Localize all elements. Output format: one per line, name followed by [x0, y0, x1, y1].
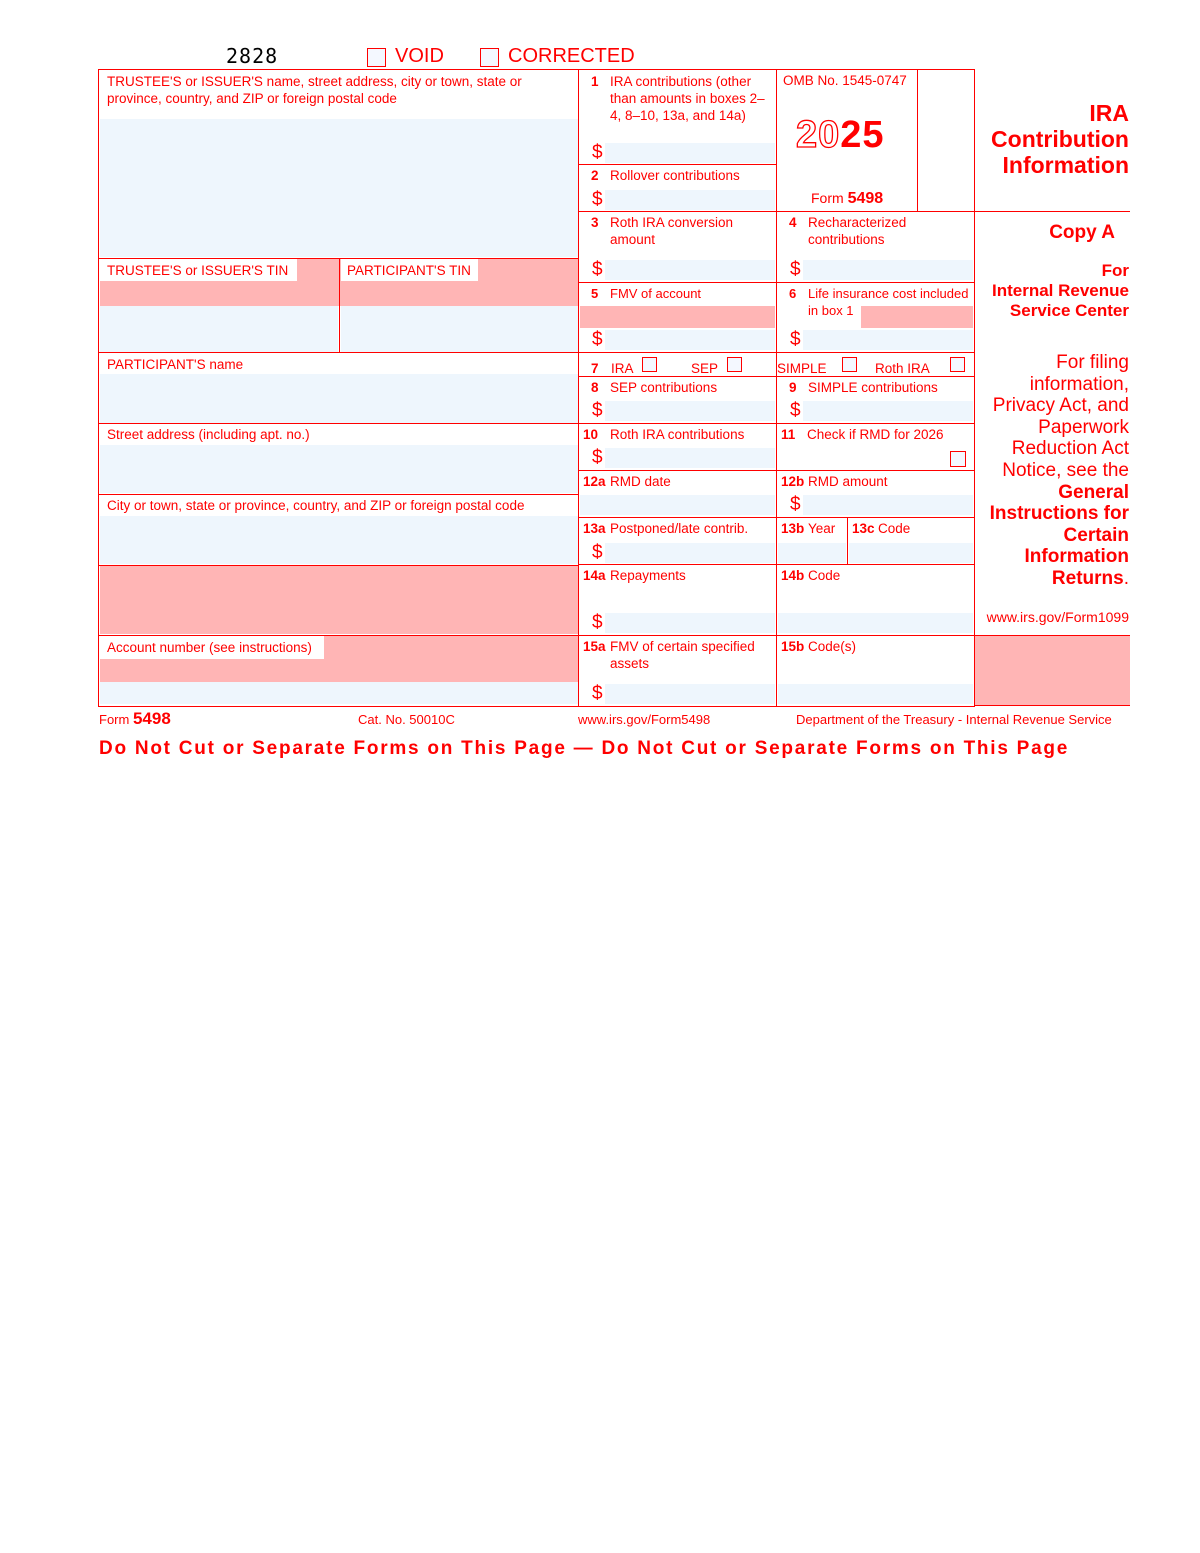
form-title-line-2: Contribution	[991, 126, 1129, 152]
box-12a-number: 12a	[583, 474, 606, 489]
left-h-2	[98, 352, 579, 353]
box-4-label: Recharacterized contributions	[808, 215, 907, 247]
box-1-label: IRA contributions (other than amounts in boxes 2–4, 8–10, 13a, and 14a)	[610, 74, 765, 123]
footer-cat-no: Cat. No. 50010C	[358, 712, 455, 727]
box-3-label: Roth IRA conversion amount	[610, 215, 734, 247]
box-1-dollar: $	[592, 142, 603, 163]
main-frame	[98, 69, 975, 707]
footer-form-prefix: Form	[99, 712, 130, 727]
box-2-dollar: $	[592, 189, 603, 210]
box-2-number: 2	[591, 168, 599, 183]
box-2-label: Rollover contributions	[610, 168, 740, 183]
box-7-simple-label: SIMPLE	[777, 361, 827, 376]
box-7-roth-label: Roth IRA	[875, 361, 930, 376]
corrected-label: CORRECTED	[508, 45, 635, 67]
box-13a-number: 13a	[583, 521, 606, 536]
box-3-dollar: $	[592, 259, 603, 280]
box-13a-dollar: $	[592, 542, 603, 563]
right-shaded-block	[975, 636, 1130, 705]
participant-tin-label: PARTICIPANT'S TIN	[341, 259, 478, 281]
void-label: VOID	[395, 45, 444, 67]
filing-info-text	[975, 352, 1129, 590]
mid-col-divider-top	[776, 69, 777, 706]
street-address-label: Street address (including apt. no.)	[107, 427, 310, 442]
footer-form-number: 5498	[132, 709, 171, 728]
for-line-2: Internal Revenue	[992, 281, 1129, 300]
box-4-dollar: $	[790, 259, 801, 280]
box-5-label: FMV of account	[610, 286, 702, 301]
box-13b-label: Year	[808, 521, 836, 536]
sidebar-top-border	[974, 211, 1130, 212]
box-13b-number: 13b	[781, 521, 805, 536]
box-13c-label: Code	[878, 521, 911, 536]
sidebar-url[interactable]: www.irs.gov/Form1099	[986, 609, 1129, 625]
box-15a-dollar: $	[592, 683, 603, 704]
box-12b-label: RMD amount	[808, 474, 888, 489]
box-14b-number: 14b	[781, 568, 805, 583]
box-5-dollar: $	[592, 329, 603, 350]
sidebar-bottom-border	[974, 705, 1130, 706]
left-h-1	[98, 258, 579, 259]
left-h-3	[98, 423, 579, 424]
tax-year-bold: 25	[840, 114, 885, 156]
filing-info-line-7: General	[1058, 481, 1129, 503]
mid-h-box12	[578, 517, 975, 518]
box-15b-label: Code(s)	[808, 639, 857, 654]
mid-h-box7	[578, 376, 975, 377]
box-12b-dollar: $	[790, 494, 801, 515]
box-14a-label: Repayments	[610, 568, 686, 583]
for-irs-label	[975, 261, 1129, 321]
left-h-5	[98, 565, 579, 566]
mid-h-box8	[578, 423, 975, 424]
box-7-sep-label: SEP	[691, 361, 719, 376]
box-7-number: 7	[591, 361, 599, 376]
box-10-dollar: $	[592, 447, 603, 468]
box-14a-number: 14a	[583, 568, 606, 583]
mid-h-box1	[578, 164, 776, 165]
mid-h-box2	[578, 211, 975, 212]
box-6-dollar: $	[790, 329, 801, 350]
omb-number: OMB No. 1545-0747	[783, 73, 907, 88]
participant-name-label: PARTICIPANT'S name	[107, 357, 244, 372]
form-title-line-3: Information	[1002, 152, 1129, 178]
box-13c-number: 13c	[852, 521, 875, 536]
filing-info-line-1: For filing	[1056, 352, 1129, 373]
filing-info-period: .	[1123, 567, 1129, 589]
box-4-number: 4	[789, 215, 797, 230]
sidebar-shade-top	[974, 635, 1130, 636]
mid-h-box14	[578, 635, 975, 636]
box-6-label: Life insurance cost included in box 1	[808, 286, 969, 318]
filing-info-line-2: information,	[1029, 373, 1129, 395]
corrected-checkbox[interactable]	[480, 48, 499, 67]
tin-divider	[339, 259, 340, 352]
box-6-number: 6	[789, 286, 797, 301]
box-15a-number: 15a	[583, 639, 606, 654]
filing-info-line-9: Certain	[1063, 524, 1129, 546]
box-11-number: 11	[781, 427, 796, 442]
left-h-4	[98, 494, 579, 495]
filing-info-line-4: Paperwork	[1038, 416, 1129, 438]
box-7-ira-label: IRA	[611, 361, 634, 376]
box-11-label: Check if RMD for 2026	[807, 427, 944, 442]
box-8-number: 8	[591, 380, 599, 395]
footer-department: Department of the Treasury - Internal Revenue Service	[796, 712, 1112, 727]
box-14b-label: Code	[808, 568, 841, 583]
box-1-number: 1	[591, 74, 599, 89]
omb-top-border	[776, 69, 918, 70]
for-line-1: For	[1101, 261, 1129, 280]
box-10-number: 10	[583, 427, 599, 442]
footer-form-label	[99, 709, 171, 729]
mid-h-box13	[578, 564, 975, 565]
filing-info-returns: Returns	[1051, 567, 1124, 589]
trustee-tin-label: TRUSTEE'S or ISSUER'S TIN	[100, 259, 297, 281]
box-9-label: SIMPLE contributions	[808, 380, 938, 395]
omb-form-number: 5498	[847, 190, 884, 207]
void-checkbox[interactable]	[367, 48, 386, 67]
box-8-label: SEP contributions	[610, 380, 718, 395]
mid-h-box10	[578, 470, 975, 471]
account-number-label: Account number (see instructions)	[100, 636, 324, 659]
copy-label: Copy A	[1049, 222, 1115, 243]
box-10-label: Roth IRA contributions	[610, 427, 745, 442]
trustee-name-label: TRUSTEE'S or ISSUER'S name, street address, city or town, state or province, country, and ZIP or foreign postal code	[107, 74, 522, 106]
mid-h-box5	[578, 352, 975, 353]
omb-right-border	[917, 69, 918, 212]
left-h-6	[98, 635, 579, 636]
footer-url[interactable]: www.irs.gov/Form5498	[578, 712, 711, 727]
city-state-label: City or town, state or province, country, and ZIP or foreign postal code	[107, 498, 525, 513]
box-5-number: 5	[591, 286, 599, 301]
form-code: 2828	[226, 44, 279, 68]
box-15a-label: FMV of certain specified assets	[610, 639, 755, 671]
box-14a-dollar: $	[592, 612, 603, 633]
filing-info-line-11	[975, 568, 1129, 590]
box-3-number: 3	[591, 215, 599, 230]
box-12a-label: RMD date	[610, 474, 671, 489]
box-15b-number: 15b	[781, 639, 805, 654]
for-line-3: Service Center	[1009, 301, 1129, 320]
box-9-number: 9	[789, 380, 797, 395]
box-8-dollar: $	[592, 400, 603, 421]
tax-year-outline: 20	[796, 114, 841, 156]
box13-divider	[847, 517, 848, 564]
filing-info-line-6: Notice, see the	[1002, 459, 1129, 481]
filing-info-line-8: Instructions for	[989, 503, 1129, 525]
do-not-cut-warning: Do Not Cut or Separate Forms on This Page — Do Not Cut or Separate Forms on This Page	[99, 738, 1070, 759]
omb-form-prefix: Form	[811, 190, 844, 206]
filing-info-line-5: Reduction Act	[1011, 438, 1129, 460]
box-9-dollar: $	[790, 400, 801, 421]
box-12b-number: 12b	[781, 474, 805, 489]
box-13a-label: Postponed/late contrib.	[610, 521, 749, 536]
filing-info-line-3: Privacy Act, and	[992, 395, 1129, 417]
mid-h-box3	[578, 282, 975, 283]
filing-info-line-10: Information	[1024, 546, 1129, 568]
form-title-line-1: IRA	[1089, 100, 1129, 126]
